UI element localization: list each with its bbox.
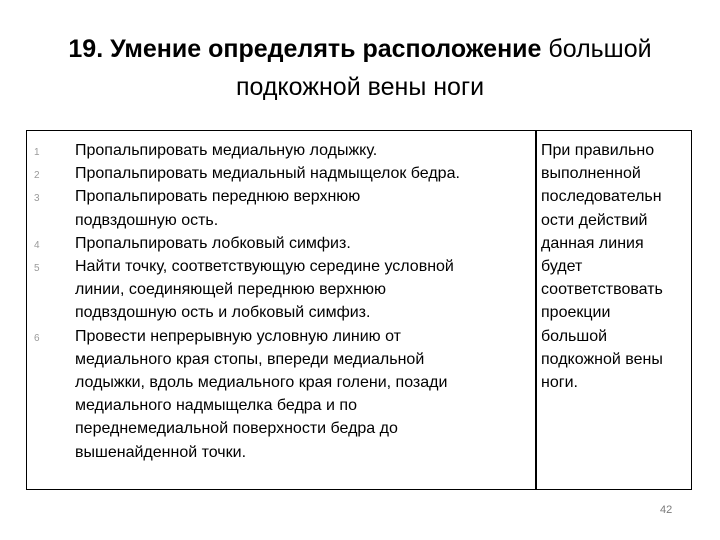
result-line: данная линия — [541, 234, 644, 252]
page-number: 42 — [660, 504, 673, 516]
step-line: медиального края стопы, впереди медиальной — [75, 350, 425, 368]
step-number: 3 — [34, 193, 40, 205]
result-line: ости действий — [541, 211, 648, 229]
result-line: проекции — [541, 304, 611, 322]
step-number: 6 — [34, 332, 40, 344]
step-number — [34, 280, 48, 303]
result-line: большой — [541, 327, 608, 345]
step-line: переднемедиальной поверхности бедра до — [75, 420, 398, 438]
step-line: медиального надмыщелка бедра и по — [75, 397, 357, 415]
step-number: 5 — [34, 262, 40, 274]
result-line: подкожной вены — [541, 350, 663, 368]
step-line: Провести непрерывную условную линию от — [75, 327, 401, 345]
step-line: вышенайденной точки. — [75, 443, 247, 461]
step-line: Пропальпировать переднюю верхнюю — [75, 188, 361, 206]
step-line: Найти точку, соответствующую середине условной — [75, 258, 454, 276]
steps-column — [75, 139, 535, 464]
result-line: соответствовать — [541, 281, 663, 299]
step-line: лодыжки, вдоль медиального края голени, позади — [75, 374, 448, 392]
result-line: выполненной — [541, 165, 641, 183]
step-numbers — [34, 141, 48, 350]
title-line2: подкожной вены ноги — [235, 73, 485, 101]
title-rest: большой — [541, 35, 652, 63]
column-divider — [535, 130, 537, 490]
result-line: ноги. — [541, 374, 578, 392]
step-number: 2 — [34, 170, 40, 182]
step-number — [34, 211, 48, 234]
title-bold: 19. Умение определять расположение — [68, 35, 542, 63]
step-line: Пропальпировать медиальную лодыжку. — [75, 142, 378, 159]
result-column — [541, 139, 689, 394]
step-number: 4 — [34, 239, 40, 251]
step-line: Пропальпировать лобковый симфиз. — [75, 234, 351, 252]
result-line: последовательн — [541, 188, 662, 206]
step-number: 1 — [34, 147, 40, 158]
result-line: При правильно — [541, 142, 655, 159]
result-line: будет — [541, 258, 583, 276]
step-number — [34, 303, 48, 326]
step-line: подвздошную ость и лобковый симфиз. — [75, 304, 371, 322]
step-line: Пропальпировать медиальный надмыщелок бедра. — [75, 165, 460, 183]
page-title — [0, 30, 720, 106]
step-line: подвздошную ость. — [75, 211, 219, 229]
step-line: линии, соединяющей переднюю верхнюю — [75, 281, 386, 299]
